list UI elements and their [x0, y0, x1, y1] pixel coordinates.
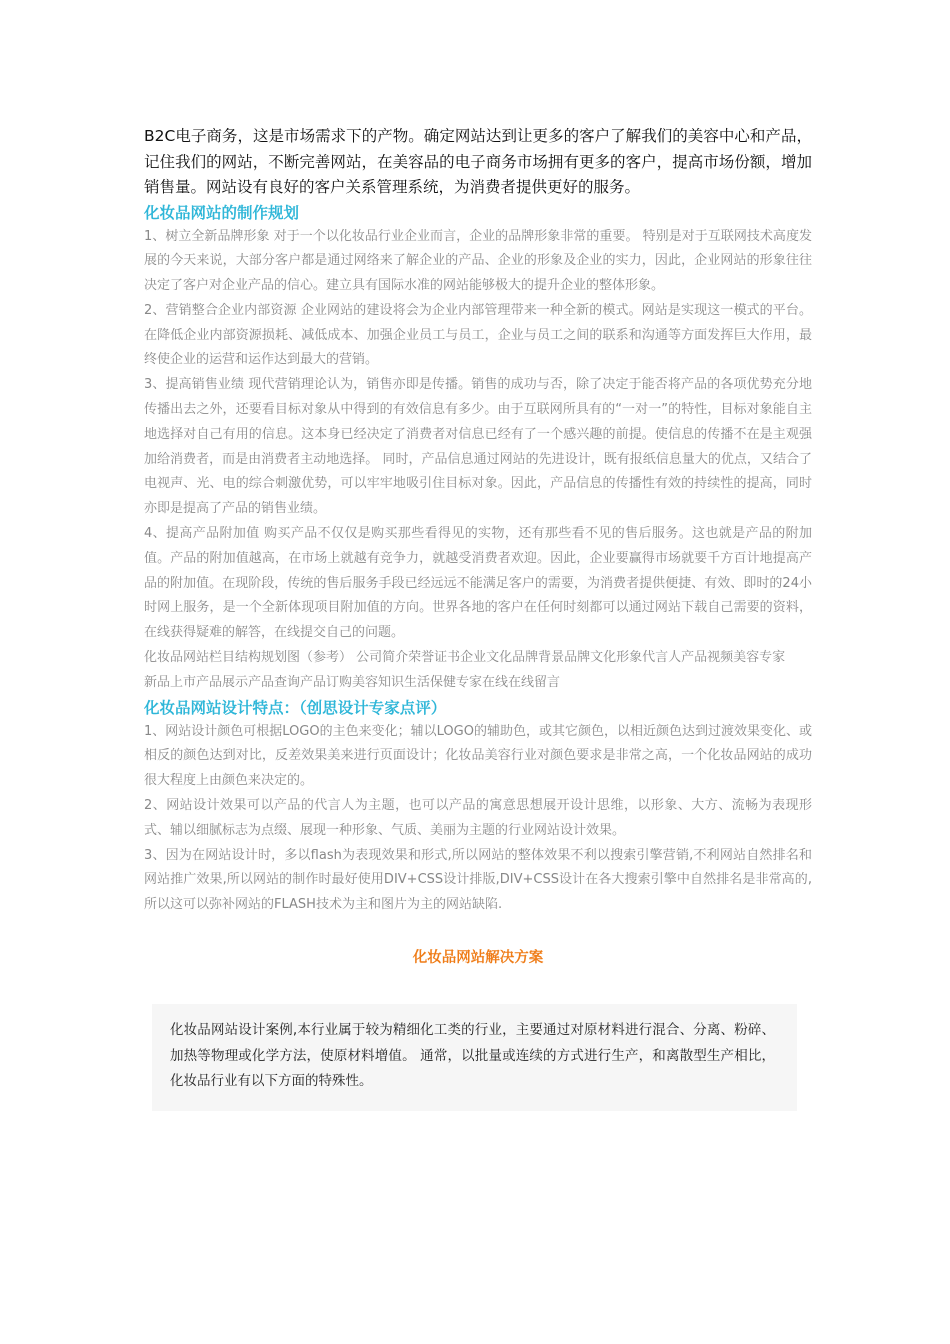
planning-item-4: 4、提高产品附加值 购买产品不仅仅是购买那些看得见的实物，还有那些看不见的售后服务。这也就是产品的附加值。产品的附加值越高，在市场上就越有竞争力，就越受消费者欢迎。因此，企业要赢得市场就要千方百计地提高产品的附加值。在现阶段，传统的售后服务手段已经远远不能满足客户的需要，为消费者提供便捷、有效、即时的24小时网上服务，是一个全新体现项目附加值的方向。世界各地的客户在任何时刻都可以通过网站下载自己需要的资料，在线获得疑难的解答，在线提交自己的问题。 [144, 526, 812, 641]
intro-paragraph: B2C电子商务，这是市场需求下的产物。确定网站达到让更多的客户了解我们的美容中心和产品，记住我们的网站，不断完善网站，在美容品的电子商务市场拥有更多的客户，提高市场份额，增加销售量。网站设有良好的客户关系管理系统，为消费者提供更好的服务。 [144, 127, 812, 196]
planning-item-2: 2、营销整合企业内部资源 企业网站的建设将会为企业内部管理带来一种全新的模式。网站是实现这一模式的平台。在降低企业内部资源损耗、减低成本、加强企业员工与员工，企业与员工之间的联系和沟通等方面发挥巨大作用，最终使企业的运营和运作达到最大的营销。 [144, 302, 812, 368]
article [144, 124, 812, 1111]
features-heading: 化妆品网站设计特点：（创思设计专家点评） [144, 698, 447, 717]
site-structure-line-1: 化妆品网站栏目结构规划图（参考） 公司简介荣誉证书企业文化品牌背景品牌文化形象代言人产品视频美容专家 [144, 650, 786, 666]
feature-item-2: 2、网站设计效果可以产品的代言人为主题，也可以产品的寓意思想展开设计思维，以形象、大方、流畅为表现形式、辅以细腻标志为点缀、展现一种形象、气质、美丽为主题的行业网站设计效果。 [144, 798, 812, 838]
solution-box [152, 1004, 797, 1111]
planning-item-3: 3、提高销售业绩 现代营销理论认为，销售亦即是传播。销售的成功与否，除了决定于能否将产品的各项优势充分地传播出去之外，还要看目标对象从中得到的有效信息有多少。由于互联网所具有的“一对一”的特性，目标对象能自主地选择对自己有用的信息。这本身已经决定了消费者对信息已经有了一个感兴趣的前提。使信息的传播不在是主观强加给消费者，而是由消费者主动地选择。 同时，产品信息通过网站的先进设计，既有报纸信息量大的优点，又结合了电视声、光、电的综合刺激优势，可以牢牢地吸引住目标对象。因此，产品信息的传播性有效的持续性的提高，同时亦即是提高了产品的销售业绩。 [144, 377, 812, 517]
feature-item-1: 1、网站设计颜色可根据LOGO的主色来变化；辅以LOGO的辅助色，或其它颜色，以相近颜色达到过渡效果变化、或相反的颜色达到对比，反差效果美来进行页面设计；化妆品美容行业对颜色要求是非常之高，一个化妆品网站的成功很大程度上由颜色来决定的。 [144, 723, 812, 789]
planning-heading: 化妆品网站的制作规划 [144, 203, 300, 222]
solution-text: 化妆品网站设计案例,本行业属于较为精细化工类的行业，主要通过对原材料进行混合、分离、粉碎、加热等物理或化学方法，使原材料增值。 通常，以批量或连续的方式进行生产，和离散型生产相比，化妆品行业有以下方面的特殊性。 [170, 1022, 775, 1090]
planning-item-1: 1、树立全新品牌形象 对于一个以化妆品行业企业而言，企业的品牌形象非常的重要。 特别是对于互联网技术高度发展的今天来说，大部分客户都是通过网络来了解企业的产品、企业的形象及企业的实力，因此，企业网站的形象往往决定了客户对企业产品的信心。建立具有国际水准的网站能够极大的提升企业的整体形象。 [144, 228, 812, 294]
solution-heading: 化妆品网站解决方案 [412, 950, 544, 967]
site-structure-line-2: 新品上市产品展示产品查询产品订购美容知识生活保健专家在线在线留言 [144, 674, 561, 690]
feature-item-3: 3、因为在网站设计时，多以flash为表现效果和形式,所以网站的整体效果不利以搜索引擎营销,不利网站自然排名和网站推广效果,所以网站的制作时最好使用DIV+CSS设计排版,DIV+CSS设计在各大搜索引擎中自然排名是非常高的,所以这可以弥补网站的FLASH技术为主和图片为主的网站缺陷. [144, 847, 812, 913]
section-spacer [144, 918, 812, 946]
